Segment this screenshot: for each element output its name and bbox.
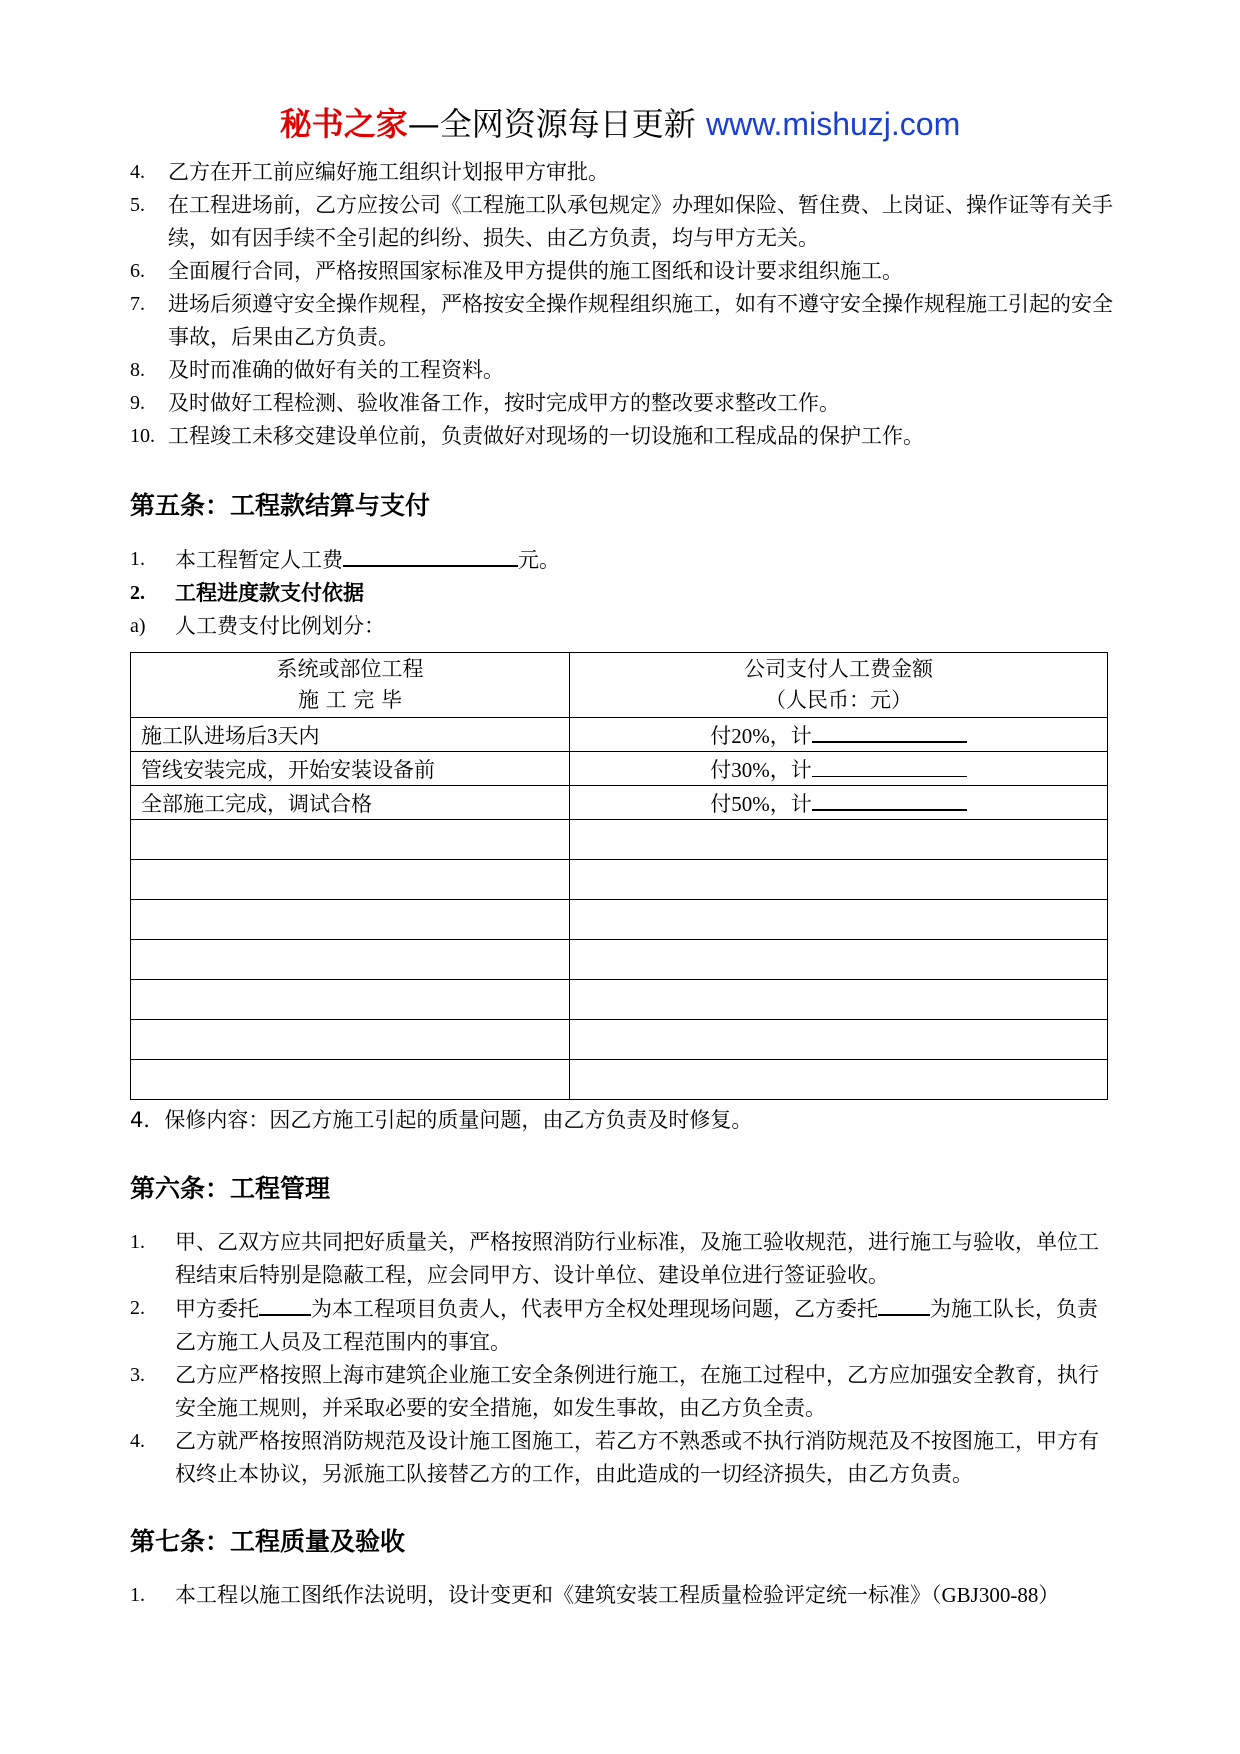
list-text: 人工费支付比例划分：: [175, 614, 385, 638]
pay-prefix: 付: [710, 757, 732, 782]
empty-cell: [570, 940, 1108, 980]
table-header-cell: [570, 653, 1108, 718]
header-tagline: 全网资源每日更新: [439, 105, 706, 143]
brand-name: 秘书之家: [279, 105, 408, 143]
list-number: 1.: [130, 1231, 145, 1253]
list-number: a): [130, 615, 146, 637]
table-row: [131, 718, 1108, 752]
section-heading-7: 第七条：工程质量及验收: [130, 1527, 406, 1556]
header-line: 施 工 完 毕: [297, 688, 403, 712]
list-item: [130, 1425, 1115, 1491]
list-number: 3.: [130, 1364, 145, 1386]
amount-blank-line: [812, 791, 967, 811]
standard-code: GBJ300-88: [941, 1583, 1039, 1607]
list-number: 7.: [130, 293, 145, 315]
section-heading-6: 第六条：工程管理: [130, 1174, 331, 1203]
list-item: [130, 255, 1115, 288]
table-row: [131, 786, 1108, 820]
empty-cell: [131, 860, 570, 900]
list-item: [130, 543, 1115, 577]
list-item: [130, 420, 1115, 453]
list-item: [130, 288, 1115, 354]
header-url-link[interactable]: www.mishuzj.com: [705, 106, 961, 142]
list-text: 在工程进场前，乙方应按公司《工程施工队承包规定》办理如保险、暂住费、上岗证、操作证等有关手续，如有因手续不全引起的纠纷、损失、由乙方负责，均与甲方无关。: [168, 193, 1113, 250]
list-number: 2.: [130, 1297, 145, 1319]
list-item: [130, 354, 1115, 387]
list-number: 1.: [130, 548, 145, 570]
list-number: 2.: [130, 582, 145, 604]
empty-cell: [570, 1020, 1108, 1060]
list-number: 4.: [130, 1430, 145, 1452]
empty-cell: [131, 820, 570, 860]
table-row-empty: [131, 820, 1108, 860]
header-line: 系统或部位工程: [276, 657, 424, 681]
list-item: [130, 1292, 1115, 1359]
list-text: 及时做好工程检测、验收准备工作，按时完成甲方的整改要求整改工作。: [168, 391, 840, 415]
pay-percent: 50%: [731, 791, 770, 816]
empty-cell: [570, 820, 1108, 860]
name-blank-line: [878, 1292, 930, 1316]
empty-cell: [131, 1060, 570, 1100]
table-row-empty: [131, 900, 1108, 940]
table-header-cell: [131, 653, 570, 718]
list-item: [130, 1359, 1115, 1425]
list-text: 甲方委托: [175, 1297, 259, 1321]
amount-cell: [570, 786, 1108, 820]
list-number: 6.: [130, 260, 145, 282]
section-heading-5: 第五条：工程款结算与支付: [130, 491, 431, 520]
payment-schedule-table: [130, 652, 1108, 1100]
list-item: [130, 577, 1115, 610]
list-item: [130, 610, 1115, 643]
list-text: 工程进度款支付依据: [175, 581, 364, 605]
header-line: （人民币：元）: [765, 688, 912, 712]
stage-suffix: 天内: [277, 723, 320, 748]
list-text: 本工程暂定人工费: [175, 548, 343, 572]
list-text: 乙方应严格按照上海市建筑企业施工安全条例进行施工，在施工过程中，乙方应加强安全教育，执行安全施工规则，并采取必要的安全措施，如发生事故，由乙方负全责。: [175, 1363, 1099, 1420]
list-item: [130, 1226, 1115, 1292]
stage-text: 施工队进场后: [141, 723, 267, 748]
stage-cell: [131, 786, 570, 820]
pay-percent: 30%: [731, 757, 770, 782]
empty-cell: [570, 980, 1108, 1020]
list-text: 乙方就严格按照消防规范及设计施工图施工，若乙方不熟悉或不执行消防规范及不按图施工，甲方有权终止本协议，另派施工队接替乙方的工作，由此造成的一切经济损失，由乙方负责。: [175, 1429, 1099, 1486]
document-body: [130, 156, 1115, 1612]
empty-cell: [131, 1020, 570, 1060]
amount-blank-line: [343, 543, 518, 567]
empty-cell: [570, 1060, 1108, 1100]
list-text: 为施工队长，负责乙方施工人员及工程范围内的事宜。: [175, 1297, 1098, 1354]
pay-suffix: ，计: [769, 791, 812, 816]
list-number: 5.: [130, 194, 145, 216]
empty-cell: [570, 860, 1108, 900]
site-header: [0, 104, 1240, 144]
list-text: 及时而准确的做好有关的工程资料。: [168, 358, 504, 382]
list-number: 9.: [130, 392, 145, 414]
list-number: 4.: [130, 161, 145, 183]
table-header-row: [131, 653, 1108, 718]
pay-suffix: ，计: [769, 757, 812, 782]
list-obligations: [130, 156, 1115, 453]
amount-cell: [570, 752, 1108, 786]
list-text: 为本工程项目负责人，代表甲方全权处理现场问题，乙方委托: [311, 1297, 878, 1321]
pay-percent: 20%: [731, 723, 770, 748]
table-row: [131, 752, 1108, 786]
list-item: [130, 189, 1115, 255]
list-text: 本工程以施工图纸作法说明，设计变更和《建筑安装工程质量检验评定统一标准》（: [175, 1583, 942, 1607]
list-number: 8.: [130, 359, 145, 381]
list-item: [130, 387, 1115, 420]
stage-days: 3: [267, 723, 278, 748]
list-text: 进场后须遵守安全操作规程，严格按安全操作规程组织施工，如有不遵守安全操作规程施工引起的安全事故，后果由乙方负责。: [168, 292, 1113, 349]
table-row-empty: [131, 1060, 1108, 1100]
amount-blank-line: [812, 723, 967, 743]
list-management: [130, 1226, 1115, 1491]
list-number: 10.: [130, 425, 155, 447]
stage-cell: [131, 718, 570, 752]
stage-text: 全部施工完成，调试合格: [141, 791, 372, 816]
list-text: ）: [1038, 1583, 1060, 1607]
list-text: 工程竣工未移交建设单位前，负责做好对现场的一切设施和工程成品的保护工作。: [168, 424, 924, 448]
list-text: 全面履行合同，严格按照国家标准及甲方提供的施工图纸和设计要求组织施工。: [168, 259, 903, 283]
list-text: 乙方在开工前应编好施工组织计划报甲方审批。: [168, 160, 609, 184]
header-line: 公司支付人工费金额: [744, 657, 933, 681]
empty-cell: [131, 900, 570, 940]
table-row-empty: [131, 860, 1108, 900]
stage-text: 管线安装完成，开始安装设备前: [141, 757, 435, 782]
pay-suffix: ，计: [769, 723, 812, 748]
table-row-empty: [131, 980, 1108, 1020]
pay-prefix: 付: [710, 723, 732, 748]
list-text: 元。: [518, 548, 560, 572]
list-item: [130, 1579, 1115, 1612]
warranty-note: 4．保修内容：因乙方施工引起的质量问题，由乙方负责及时修复。: [130, 1108, 753, 1132]
empty-cell: [131, 980, 570, 1020]
header-dash: —: [407, 105, 440, 143]
empty-cell: [131, 940, 570, 980]
empty-cell: [570, 900, 1108, 940]
list-item: [130, 156, 1115, 189]
name-blank-line: [259, 1292, 311, 1316]
stage-cell: [131, 752, 570, 786]
amount-blank-line: [812, 758, 967, 777]
list-number: 1.: [130, 1584, 145, 1606]
list-text: 甲、乙双方应共同把好质量关，严格按照消防行业标准，及施工验收规范，进行施工与验收，单位工程结束后特别是隐蔽工程，应会同甲方、设计单位、建设单位进行签证验收。: [175, 1230, 1099, 1287]
table-row-empty: [131, 940, 1108, 980]
table-row-empty: [131, 1020, 1108, 1060]
amount-cell: [570, 718, 1108, 752]
pay-prefix: 付: [710, 791, 732, 816]
